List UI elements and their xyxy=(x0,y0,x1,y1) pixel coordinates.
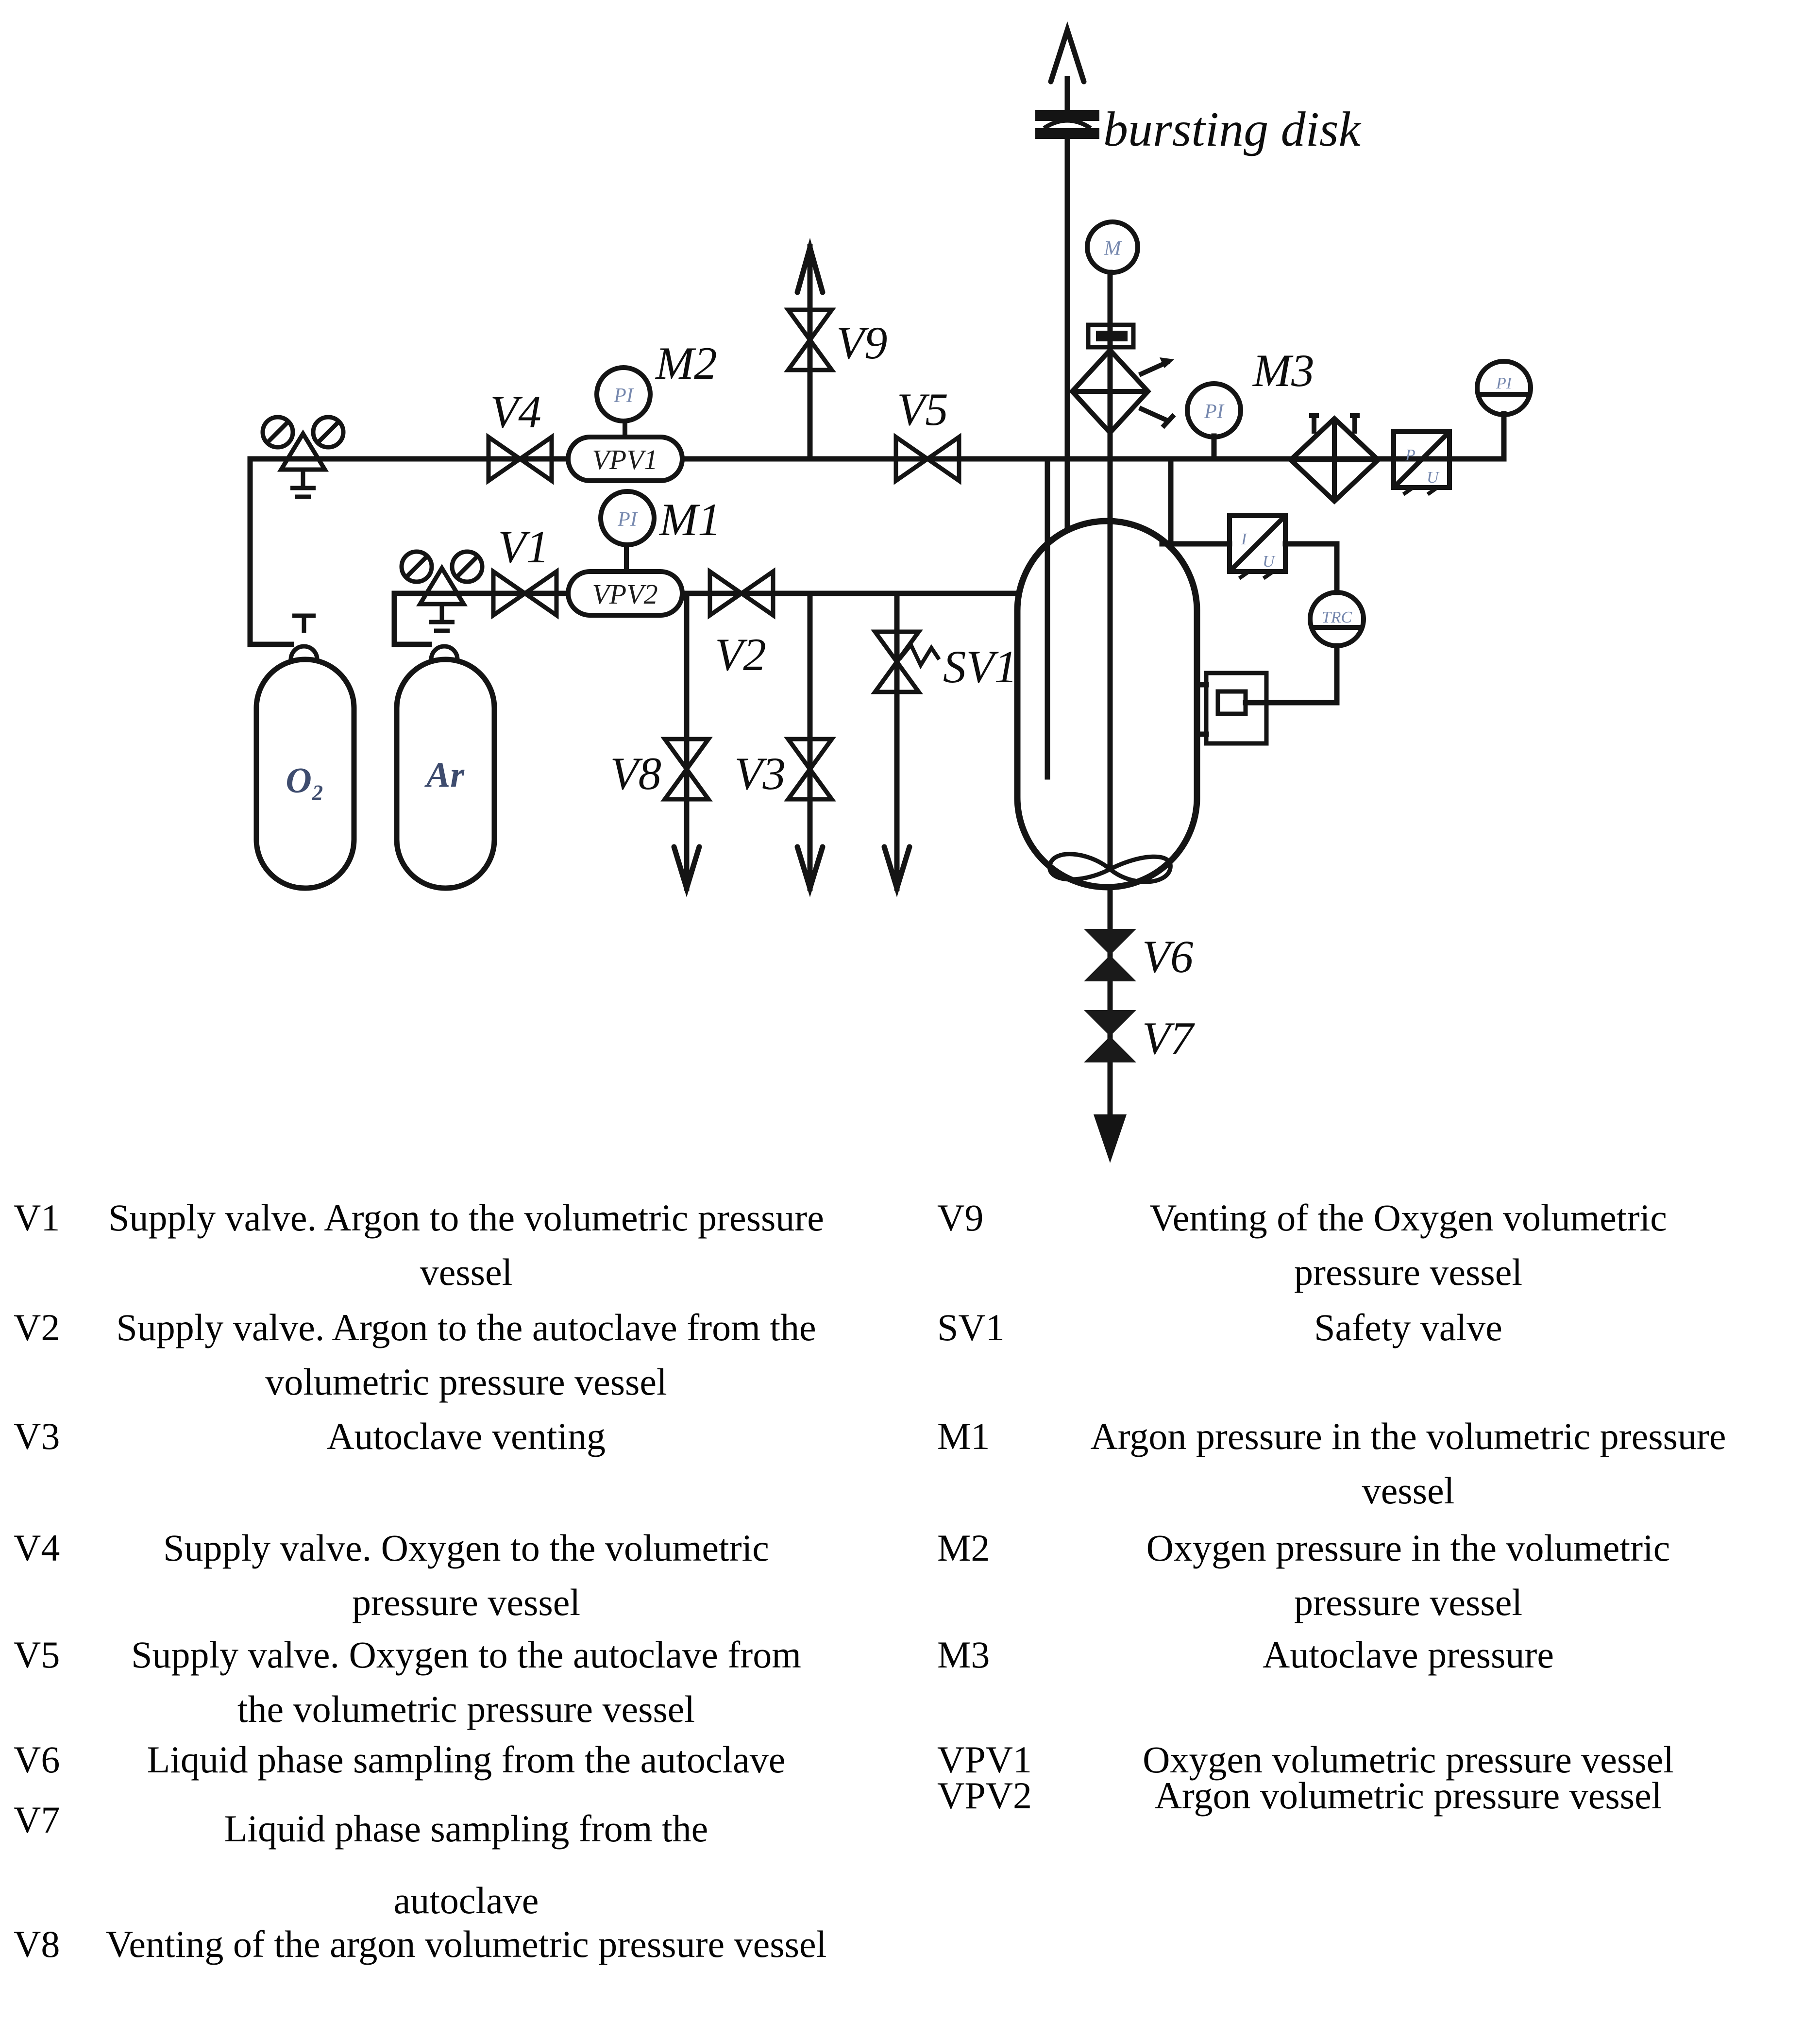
label-v8: V8 xyxy=(610,748,661,799)
legend-desc-v8: Venting of the argon volumetric pressure vessel xyxy=(105,1923,827,1965)
label-v4: V4 xyxy=(490,386,541,438)
legend-desc-vpv1: Oxygen volumetric pressure vessel xyxy=(1143,1738,1674,1781)
pu-u: U xyxy=(1427,469,1439,487)
legend-code-v9: V9 xyxy=(937,1196,984,1239)
oxygen-cylinder xyxy=(256,616,354,888)
label-v3: V3 xyxy=(734,748,786,799)
vent-arrow-bursting xyxy=(1051,30,1084,82)
legend-code-m3: M3 xyxy=(937,1634,990,1676)
legend-desc-vpv2: Argon volumetric pressure vessel xyxy=(1154,1774,1662,1817)
pu-p: P xyxy=(1405,446,1416,464)
legend-desc-v2: Supply valve. Argon to the autoclave from the volumetric pressure vessel xyxy=(116,1306,816,1403)
gauge-right-pi: PI xyxy=(1496,374,1512,392)
sampling-arrow xyxy=(1094,1114,1127,1163)
autoclave-vessel xyxy=(1017,521,1197,887)
legend-code-v3: V3 xyxy=(14,1415,60,1457)
iu-transducer xyxy=(1230,516,1285,578)
label-m1: M1 xyxy=(659,494,721,545)
legend-desc-m3: Autoclave pressure xyxy=(1263,1634,1554,1676)
valve-v7 xyxy=(1084,1010,1136,1036)
legend-desc-v6: Liquid phase sampling from the autoclave xyxy=(147,1738,786,1781)
pu-transducer xyxy=(1394,432,1449,494)
motor-label: M xyxy=(1104,237,1121,260)
legend-desc-sv1: Safety valve xyxy=(1314,1306,1502,1348)
filter-icon xyxy=(1291,416,1378,501)
valves xyxy=(489,310,959,799)
wire-iu-right xyxy=(1285,544,1337,592)
legend-code-v1: V1 xyxy=(14,1196,60,1239)
bursting-disk-icon xyxy=(1035,110,1099,139)
legend-desc-v7: Liquid phase sampling from the autoclave xyxy=(224,1807,708,1921)
legend-desc-v3: Autoclave venting xyxy=(327,1415,606,1457)
label-v6: V6 xyxy=(1142,931,1194,982)
legend-code-vpv1: VPV1 xyxy=(937,1738,1032,1781)
heater-icon xyxy=(1206,673,1266,743)
legend-desc-v1: Supply valve. Argon to the volumetric pressure vessel xyxy=(108,1196,824,1293)
legend-desc-v9: Venting of the Oxygen volumetric pressure vessel xyxy=(1149,1196,1667,1293)
legend-code-v4: V4 xyxy=(14,1527,60,1569)
legend-desc-m2: Oxygen pressure in the volumetric pressure vessel xyxy=(1146,1527,1670,1623)
label-sv1: SV1 xyxy=(943,641,1018,692)
iu-u: U xyxy=(1263,553,1275,571)
gauge-m3-pi: PI xyxy=(1204,401,1224,423)
legend-code-vpv2: VPV2 xyxy=(937,1774,1032,1817)
legend-code-v5: V5 xyxy=(14,1634,60,1676)
legend-code-v6: V6 xyxy=(14,1738,60,1781)
legend-desc-v4: Supply valve. Oxygen to the volumetric pressure vessel xyxy=(163,1527,769,1623)
legend-code-m2: M2 xyxy=(937,1527,990,1569)
bursting-disk-label: bursting disk xyxy=(1103,102,1361,157)
legend-desc-m1: Argon pressure in the volumetric pressure vessel xyxy=(1090,1415,1726,1512)
trc-label: TRC xyxy=(1321,608,1352,626)
pipe-oxygen-cylinder xyxy=(250,459,291,644)
legend-code-m1: M1 xyxy=(937,1415,990,1457)
magnetic-drive-icon xyxy=(1072,350,1174,433)
valve-v6b xyxy=(1084,955,1136,981)
label-v5: V5 xyxy=(897,384,948,435)
legend-code-v7: V7 xyxy=(14,1799,60,1841)
argon-cylinder-label: Ar xyxy=(426,755,465,795)
gauge-m2-pi: PI xyxy=(614,385,633,407)
legend-desc-v5: Supply valve. Oxygen to the autoclave from the volumetric pressure vessel xyxy=(131,1634,801,1730)
label-m3: M3 xyxy=(1253,345,1314,396)
valve-v7b xyxy=(1084,1036,1136,1062)
valve-v6 xyxy=(1084,929,1136,955)
gauge-m1-pi: PI xyxy=(618,508,637,531)
legend-code-v2: V2 xyxy=(14,1306,60,1348)
label-v7: V7 xyxy=(1142,1012,1194,1064)
oxygen-cylinder-label: O₂ xyxy=(286,761,324,801)
label-v1: V1 xyxy=(498,521,549,573)
label-v2: V2 xyxy=(715,629,766,680)
legend-code-v8: V8 xyxy=(14,1923,60,1965)
vpv2-label: VPV2 xyxy=(592,578,658,610)
label-m2: M2 xyxy=(656,337,717,389)
legend-code-sv1: SV1 xyxy=(937,1306,1005,1348)
label-v9: V9 xyxy=(836,317,888,369)
vpv1-label: VPV1 xyxy=(592,444,658,475)
iu-i: I xyxy=(1241,530,1247,548)
